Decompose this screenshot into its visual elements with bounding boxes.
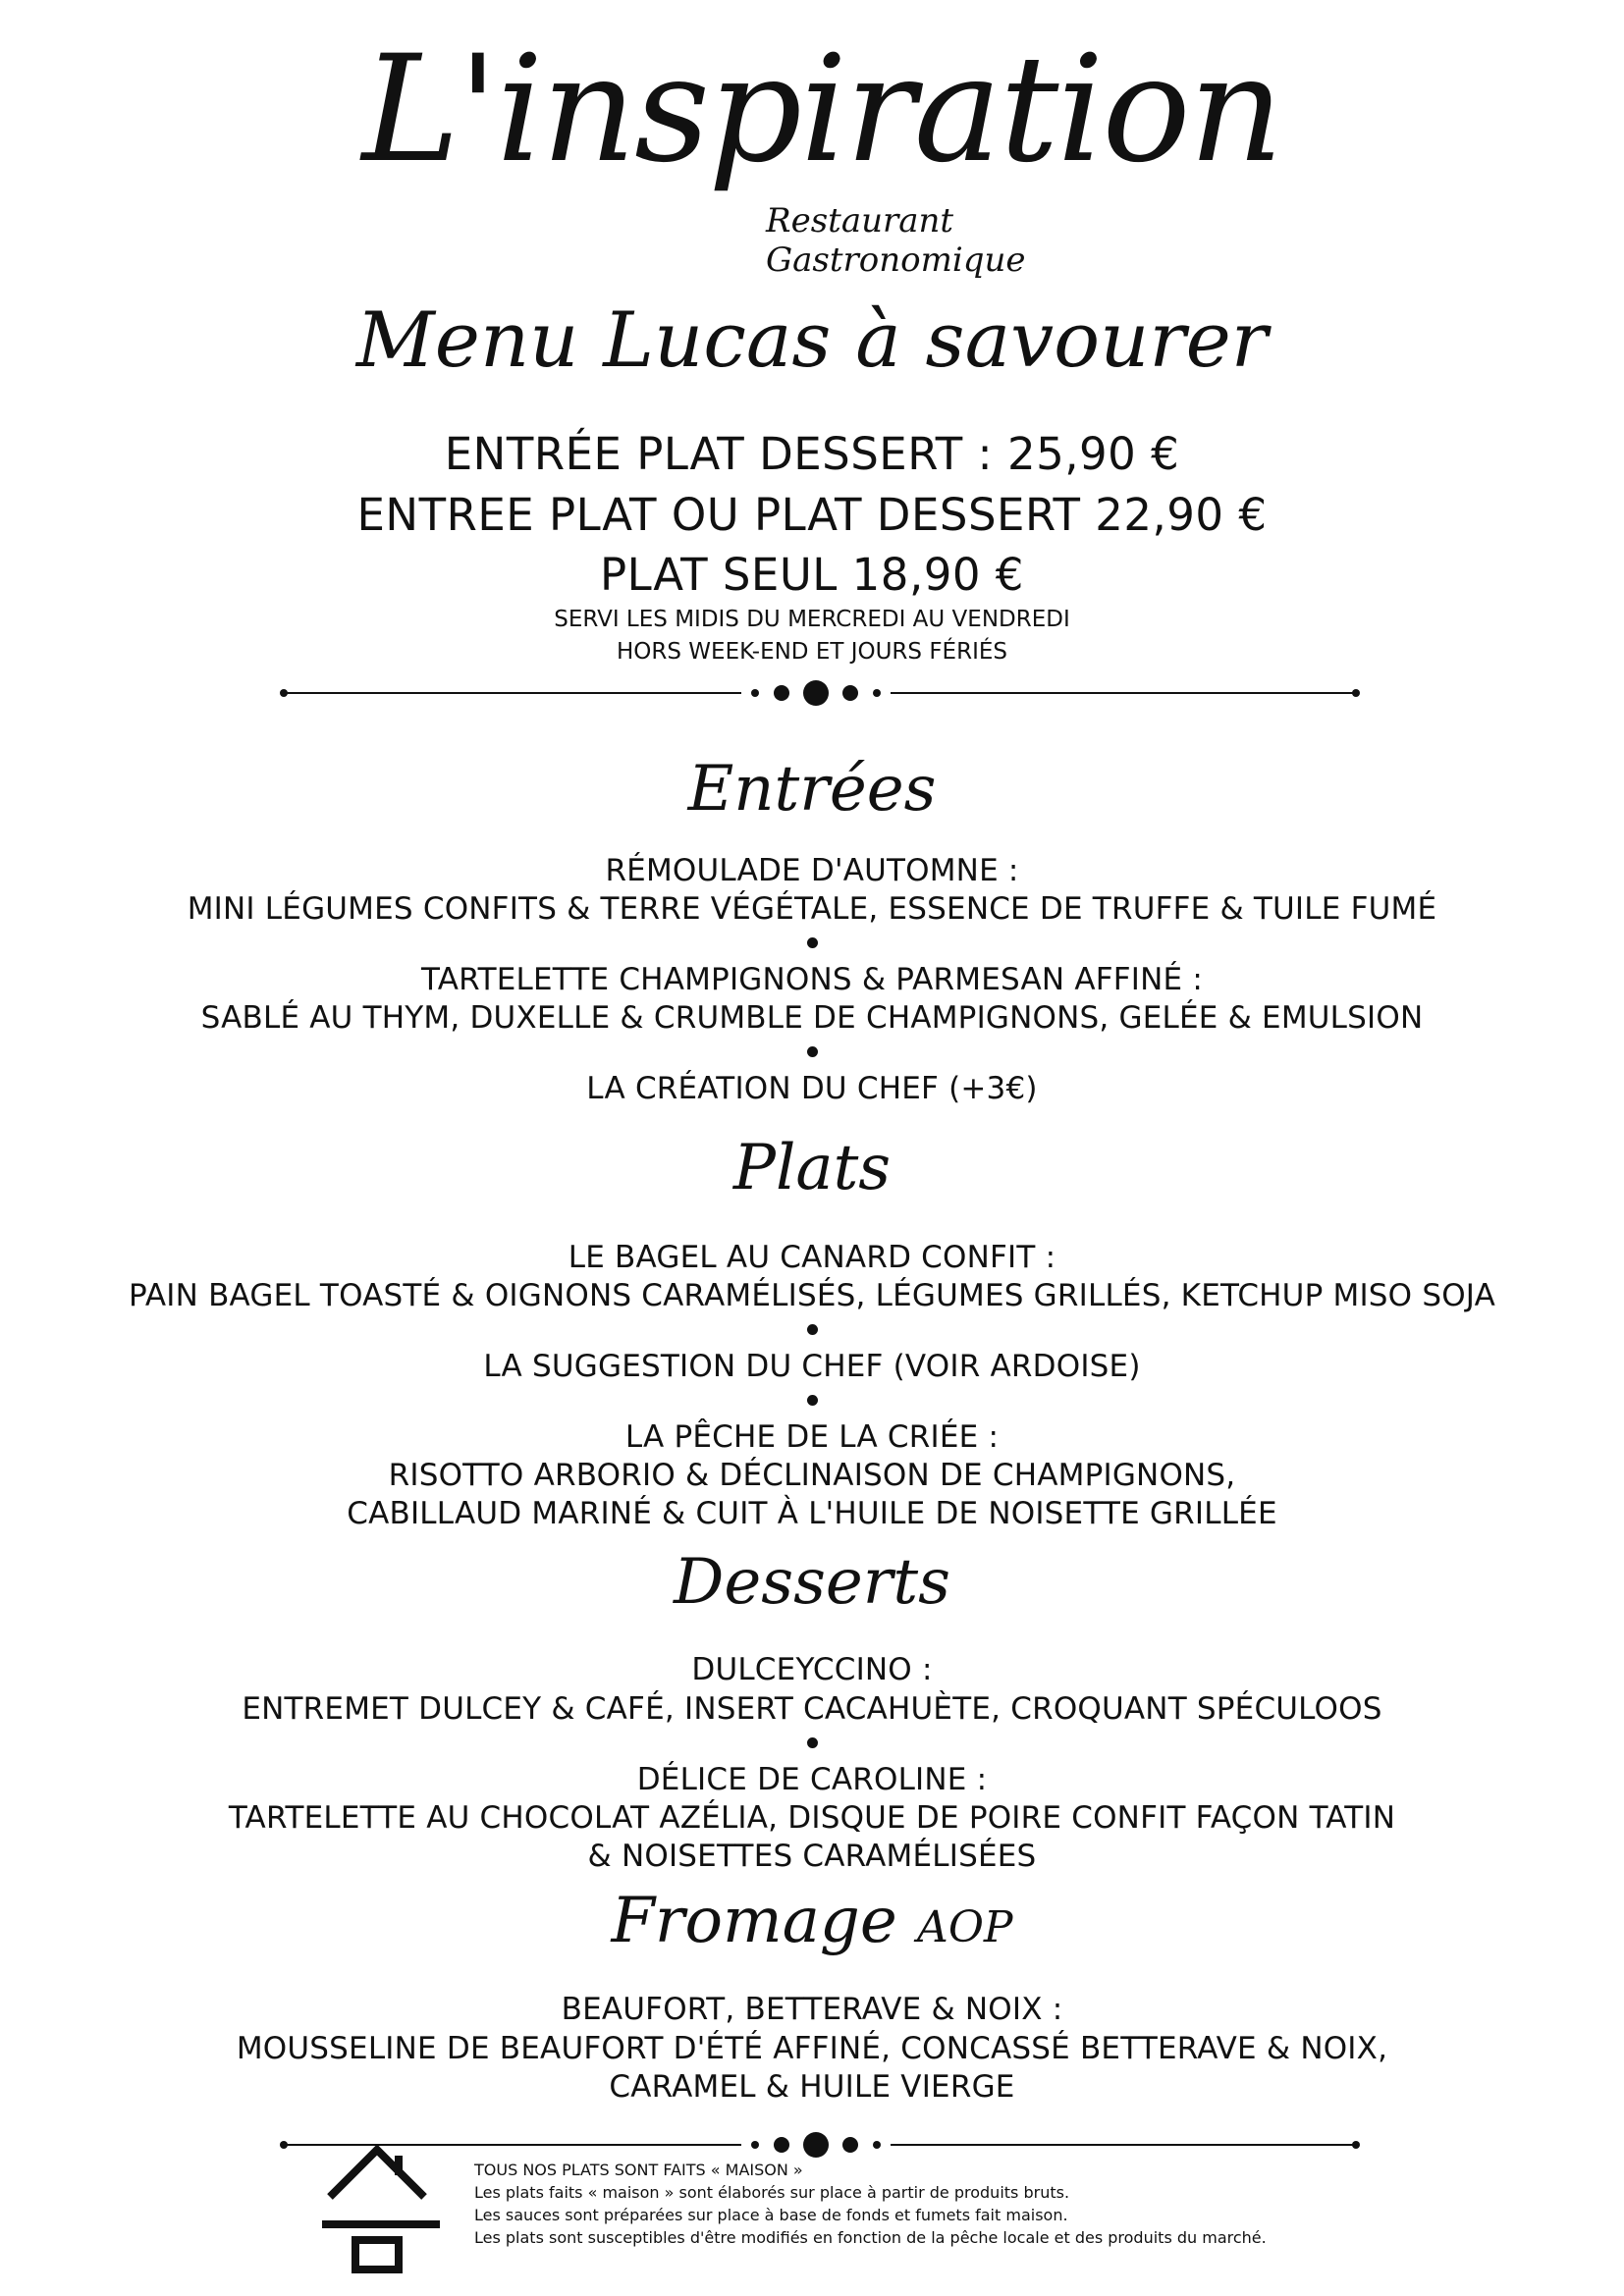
section-title-fromage-label: Fromage (611, 1885, 897, 1957)
dish-name: DÉLICE DE CAROLINE : (636, 1762, 988, 1797)
separator-dot (807, 1046, 818, 1057)
ornament-divider (280, 2130, 1360, 2160)
offer-line: ENTRÉE PLAT DESSERT : 25,90 € (444, 428, 1180, 480)
section-title-fromage (0, 1885, 1624, 1957)
section-title-plats: Plats (732, 1132, 892, 1204)
dish-description: CARAMEL & HUILE VIERGE (609, 2069, 1015, 2105)
dish-name: BEAUFORT, BETTERAVE & NOIX : (561, 1992, 1063, 2027)
dish-description: SABLÉ AU THYM, DUXELLE & CRUMBLE DE CHAMPIGNONS, GELÉE & EMULSION (200, 1000, 1424, 1036)
dish-description: TARTELETTE AU CHOCOLAT AZÉLIA, DISQUE DE POIRE CONFIT FAÇON TATIN (228, 1800, 1396, 1836)
offer-line: PLAT SEUL 18,90 € (600, 549, 1024, 601)
dish-name: TARTELETTE CHAMPIGNONS & PARMESAN AFFINÉ : (420, 962, 1204, 997)
restaurant-tagline: Restaurant Gastronomique (766, 201, 1026, 280)
dish-name: LA CRÉATION DU CHEF (+3€) (586, 1071, 1038, 1106)
footer-note-title: TOUS NOS PLATS SONT FAITS « MAISON » (474, 2161, 803, 2179)
section-title-desserts: Desserts (674, 1546, 950, 1619)
dish-description: ENTREMET DULCEY & CAFÉ, INSERT CACAHUÈTE, CROQUANT SPÉCULOOS (242, 1691, 1382, 1727)
separator-dot (807, 1324, 818, 1335)
footer-note-line: Les sauces sont préparées sur place à base de fonds et fumets fait maison. (474, 2206, 1068, 2224)
section-title-fromage-suffix: AOP (917, 1902, 1013, 1952)
dish-description: PAIN BAGEL TOASTÉ & OIGNONS CARAMÉLISÉS, LÉGUMES GRILLÉS, KETCHUP MISO SOJA (128, 1278, 1496, 1313)
dish-description: MOUSSELINE DE BEAUFORT D'ÉTÉ AFFINÉ, CONCASSÉ BETTERAVE & NOIX, (236, 2031, 1388, 2066)
dish-description: MINI LÉGUMES CONFITS & TERRE VÉGÉTALE, ESSENCE DE TRUFFE & TUILE FUMÉ (187, 891, 1437, 927)
dish-name: LA PÊCHE DE LA CRIÉE : (624, 1419, 1000, 1455)
dish-name: DULCEYCCINO : (691, 1652, 933, 1687)
house-icon (322, 2136, 440, 2273)
dish-name: RÉMOULADE D'AUTOMNE : (605, 853, 1019, 888)
dish-description: RISOTTO ARBORIO & DÉCLINAISON DE CHAMPIGNONS, (388, 1458, 1236, 1493)
footer-note-line: Les plats faits « maison » sont élaborés sur place à partir de produits bruts. (474, 2183, 1070, 2202)
dish-name: LA SUGGESTION DU CHEF (VOIR ARDOISE) (483, 1349, 1141, 1384)
section-title-entrees: Entrées (687, 753, 937, 826)
menu-title: Menu Lucas à savourer (355, 296, 1269, 385)
footer-note-line: Les plats sont susceptibles d'être modifiés en fonction de la pêche locale et des produits du marché. (474, 2228, 1267, 2247)
separator-dot (807, 1737, 818, 1748)
condition-line: HORS WEEK-END ET JOURS FÉRIÉS (617, 639, 1007, 665)
dish-description: & NOISETTES CARAMÉLISÉES (587, 1839, 1037, 1874)
separator-dot (807, 1395, 818, 1406)
ornament-divider (280, 678, 1360, 708)
dish-name: LE BAGEL AU CANARD CONFIT : (568, 1240, 1056, 1275)
separator-dot (807, 937, 818, 948)
dish-description: CABILLAUD MARINÉ & CUIT À L'HUILE DE NOISETTE GRILLÉE (347, 1496, 1277, 1531)
restaurant-logo: L'inspiration (361, 25, 1282, 195)
condition-line: SERVI LES MIDIS DU MERCREDI AU VENDREDI (554, 607, 1070, 632)
offer-line: ENTREE PLAT OU PLAT DESSERT 22,90 € (356, 489, 1268, 541)
